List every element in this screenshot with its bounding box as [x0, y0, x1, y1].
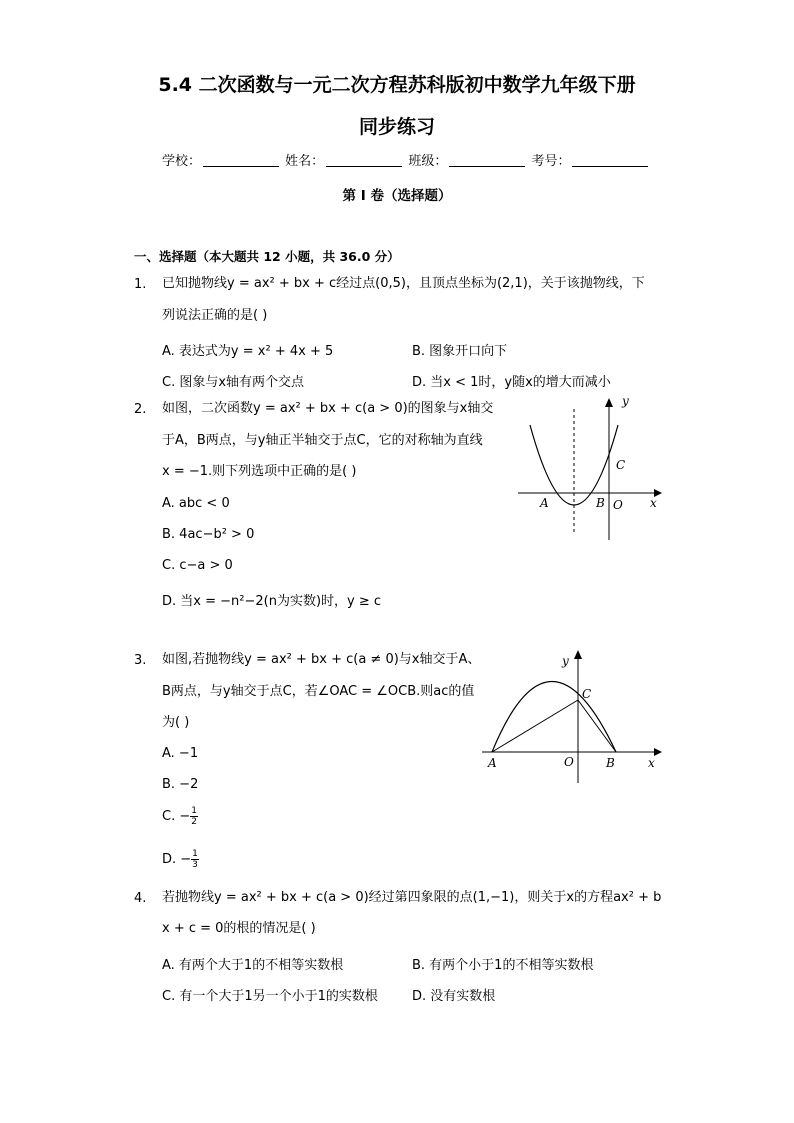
- q2-label-y: y: [622, 395, 629, 408]
- q2-stem-line1: 如图，二次函数y = ax² + bx + c(a > 0)的图象与x轴交: [162, 401, 494, 416]
- q1-option-b[interactable]: B. 图象开口向下: [412, 344, 508, 359]
- class-blank: [449, 154, 525, 167]
- q1-option-a[interactable]: A. 表达式为y = x² + 4x + 5: [162, 344, 334, 359]
- q3-option-d-prefix: D. −: [162, 852, 192, 867]
- q3-stem-line3: 为( ): [162, 715, 190, 730]
- q2-option-b[interactable]: B. 4ac−b² > 0: [162, 527, 255, 542]
- q1-stem-line2: 列说法正确的是( ): [162, 308, 268, 323]
- q3-label-o: O: [564, 755, 574, 769]
- q2-parabola-figure: [512, 395, 662, 545]
- q3-segment-cb: [578, 700, 616, 752]
- q3-label-y: y: [562, 654, 569, 668]
- q3-label-c: C: [582, 687, 592, 701]
- q3-option-d[interactable]: [162, 849, 199, 870]
- volume-title: 第 I 卷（选择题）: [342, 188, 452, 204]
- q3-parabola-figure: [478, 645, 668, 790]
- q4-option-c[interactable]: C. 有一个大于1另一个小于1的实数根: [162, 989, 378, 1004]
- q2-label-x: x: [650, 496, 657, 510]
- q2-number: 2.: [134, 402, 147, 417]
- q4-stem-line2: x + c = 0的根的情况是( ): [162, 921, 316, 936]
- name-blank: [326, 154, 402, 167]
- student-info-line: [162, 150, 650, 169]
- q3-label-x: x: [648, 756, 655, 770]
- q2-label-c: C: [616, 458, 626, 472]
- q2-y-axis-arrow: [605, 398, 613, 407]
- q3-stem-line1: 如图,若抛物线y = ax² + bx + c(a ≠ 0)与x轴交于A、: [162, 652, 481, 667]
- q2-stem-line2: 于A，B两点，与y轴正半轴交于点C，它的对称轴为直线: [162, 433, 483, 448]
- q3-y-axis-arrow: [574, 650, 582, 659]
- q2-label-b: B: [596, 496, 605, 510]
- number-label: 考号：: [531, 154, 571, 169]
- q4-stem-line1: 若抛物线y = ax² + bx + c(a > 0)经过第四象限的点(1,−1)，则关于x的方程ax² + b: [162, 890, 662, 905]
- q2-option-a[interactable]: A. abc < 0: [162, 496, 230, 511]
- q3-option-d-denominator: 3: [192, 860, 198, 870]
- q1-stem-line1: 已知抛物线y = ax² + bx + c经过点(0,5)，且顶点坐标为(2,1)，关于该抛物线，下: [162, 276, 645, 291]
- q3-option-d-numerator: 1: [192, 849, 198, 859]
- doc-title-line2: 同步练习: [358, 116, 435, 138]
- q3-stem-line2: B两点，与y轴交于点C，若∠OAC = ∠OCB.则ac的值: [162, 684, 475, 699]
- q4-option-b[interactable]: B. 有两个小于1的不相等实数根: [412, 958, 594, 973]
- q3-segment-ac: [492, 700, 578, 752]
- q3-option-d-fraction: [191, 849, 199, 870]
- name-label: 姓名：: [285, 154, 325, 169]
- q1-option-c[interactable]: C. 图象与x轴有两个交点: [162, 375, 305, 390]
- q3-option-a[interactable]: A. −1: [162, 746, 199, 761]
- q4-number: 4.: [134, 891, 147, 906]
- q2-option-d[interactable]: D. 当x = −n²−2(n为实数)时，y ≥ c: [162, 594, 382, 609]
- q3-parabola: [492, 682, 616, 753]
- q3-option-c-denominator: 2: [191, 817, 197, 827]
- q3-option-c-fraction: [190, 806, 198, 827]
- q3-label-a: A: [488, 756, 497, 770]
- q3-option-b[interactable]: B. −2: [162, 777, 199, 792]
- q3-option-c[interactable]: [162, 806, 198, 827]
- q2-label-a: A: [540, 496, 549, 510]
- q4-option-a[interactable]: A. 有两个大于1的不相等实数根: [162, 958, 344, 973]
- number-blank: [572, 154, 648, 167]
- q3-x-axis-arrow: [654, 748, 662, 756]
- q1-option-d[interactable]: D. 当x < 1时，y随x的增大而减小: [412, 375, 611, 390]
- class-label: 班级：: [408, 154, 448, 169]
- q2-stem-line3: x = −1.则下列选项中正确的是( ): [162, 464, 357, 479]
- q3-option-c-prefix: C. −: [162, 809, 191, 824]
- school-blank: [203, 154, 279, 167]
- q4-option-d[interactable]: D. 没有实数根: [412, 989, 496, 1004]
- section-heading: 一、选择题（本大题共 12 小题，共 36.0 分）: [134, 249, 400, 264]
- doc-title-line1: 5.4 二次函数与一元二次方程苏科版初中数学九年级下册: [158, 74, 636, 96]
- school-label: 学校：: [162, 154, 202, 169]
- q2-option-c[interactable]: C. c−a > 0: [162, 558, 233, 573]
- q1-number: 1.: [134, 277, 147, 292]
- q3-label-b: B: [606, 756, 615, 770]
- q3-number: 3.: [134, 653, 147, 668]
- q2-label-o: O: [613, 498, 623, 512]
- q3-option-c-numerator: 1: [191, 806, 197, 816]
